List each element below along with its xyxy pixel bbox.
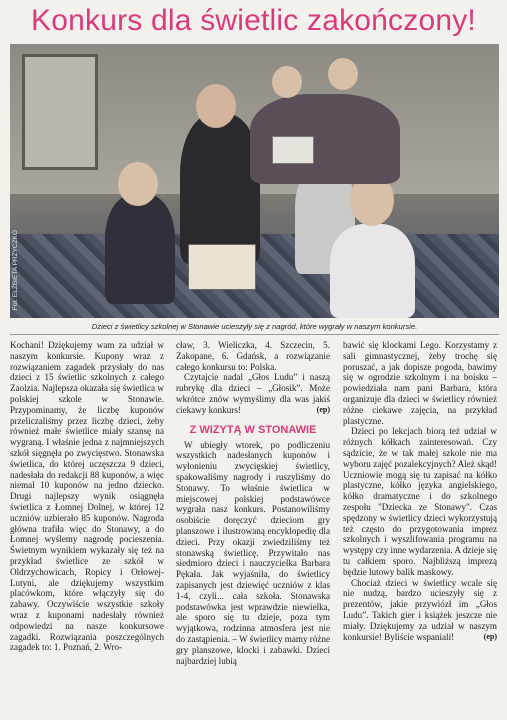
- photo-book: [272, 136, 314, 164]
- article-paragraph: [176, 372, 330, 415]
- article-column-2: [176, 340, 330, 718]
- article-column-3: [343, 340, 497, 718]
- article-text: Chociaż dzieci w świetlicy wcale się nie nudzą, bardzo ucieszyły się z prezentów, jakie przywiózł im „Głos Ludu”. Takich gier i książek jeszcze nie miały. Dziękujemy za udział w naszym konkursie! Byliście wspaniali!: [343, 577, 497, 642]
- author-signature: (ep): [316, 404, 330, 414]
- article-paragraph: Kochani! Dziękujemy wam za udział w naszym konkursie. Kupony wraz z rozwiązaniem zagadek przysłały do nas dzieci z 15 świetlic szkolnych z całego Zaolzia. Najlepsza okazała się świetlica w polskiej szkole w Stonawie. Przypominamy, że liczbę kuponów przeliczaliśmy przez liczbę dzieci, żeby również małe świetlice miały szansę na wygraną. I właśnie jedna z najmniejszych szkół sięgnęła po zwycięstwo. Stonawska świetlica, do której uczęszcza 9 dzieci, nadesłała do redakcji 88 kuponów, a więc niemal 10 kuponów na jedno dziecko. Drugi najlepszy wynik osiągnęła świetlica z Łomnej Dolnej, w której 12 uczniów uzbierało 85 kuponów. Nagroda główna trafiła więc do Stonawy, a do Łomnej wyślemy nagrodę pocieszenia. Świetnym wynikiem wykazały się też na przykład świetlice ze szkół w Oldrzychowicach, Ropicy i Orłowej-Lutyni, ale dziękujemy wszystkim placówkom, które włączyły się do zabawy. Oczywiście wszystkie szkoły wraz z kuponami nadesłały również odpowiedzi na nasze konkursowe zagadki. Rozwiązania poszczególnych zagadek to: 1. Poznań, 2. Wro-: [10, 340, 164, 653]
- divider: [10, 334, 499, 335]
- article-paragraph: [343, 578, 497, 643]
- article-paragraph: cław, 3. Wieliczka, 4. Szczecin, 5. Zakopane, 6. Gdańsk, a rozwiązanie całego konkursu to: Polska.: [176, 340, 330, 372]
- headline: Konkurs dla świetlic zakończony!: [31, 4, 476, 37]
- photo-game-box: [188, 244, 256, 290]
- article-paragraph: W ubiegły wtorek, po podliczeniu wszystkich nadesłanych kuponów i wyłonieniu zwycięskiej świetlicy, spakowaliśmy nagrody i ruszyliśmy do Stonawy. To właśnie świetlica w miejscowej polskiej podstawówce wygrała nasz konkurs. Postanowiliśmy osobiście doręczyć dzieciom gry planszowe i ilustrowaną encyklopedię dla dzieci. Przy okazji zwiedziliśmy też stonawską świetlicę. Przywitało nas siedmioro dzieci i nauczycielka Barbara Pękała. Jak wyjaśniła, do świetlicy zapisanych jest dziewięć uczniów z klas 1-4, czyli... cała szkoła. Stonawska podstawówka jest wprawdzie niewielka, ale sporo się tu dzieje, poza tym wyjątkowa, rodzinna atmosfera jest nie do zastąpienia. – W świetlicy mamy różne gry planszowe, klocki i zabawki. Dzieci najbardziej lubią: [176, 439, 330, 666]
- photo-child-back-head-2: [328, 58, 358, 90]
- article-paragraph: Dzieci po lekcjach biorą też udział w różnych kółkach zainteresowań. Czy sądzicie, że w tak małej szkole nie ma wyboru zajęć pozalekcyjnych? Ależ skąd! Uczniowie mogą się tu zapisać na kółko plastyczne, kółko języka angielskiego, kółko dramatyczne i do szkolnego zespołu "Dziecka ze Stonawy". Czas spędzony w świetlicy dzieci wykorzystują też często do przygotowania imprez szkolnych i wyszlifowania programu na występy czy inne wydarzenia. A dzieje się tu całkiem sporo. Najbliższą imprezą będzie lutowy balik maskowy.: [343, 426, 497, 577]
- section-subheading: Z WIZYTĄ W STONAWIE: [189, 423, 317, 436]
- photo-credit: Fot. ELŻBIETA PRZYCZKO: [12, 229, 19, 310]
- photo-child-right: [330, 224, 415, 318]
- photo-child-left-head: [118, 162, 158, 206]
- photo: [10, 44, 499, 318]
- photo-teacher-head: [196, 84, 236, 128]
- photo-teacher: [180, 114, 260, 264]
- article-paragraph: bawić się klockami Lego. Korzystamy z sali gimnastycznej, żeby trochę się poruszać, a jak dopisze pogoda, bawimy się w ogrodzie szkolnym i na boisku – powiedziała nam pani Barbara, która organizuje dla dzieci w świetlicy również różne ciekawe zajęcia, na przykład plastyczne.: [343, 340, 497, 426]
- photo-child-left: [105, 194, 175, 304]
- photo-window: [22, 54, 98, 170]
- article-column-1: [10, 340, 164, 718]
- photo-child-back-head-1: [272, 66, 302, 98]
- article-text: Czytajcie nadal „Głos Ludu” i naszą rubrykę dla dzieci – „Głosik”. Może wkrótce znów wymyślimy dla was jakiś ciekawy konkurs!: [176, 372, 330, 415]
- photo-caption: Dzieci z świetlicy szkolnej w Stonawie ucieszyły się z nagród, które wygrały w naszym konkursie.: [91, 322, 418, 331]
- author-signature: (ep): [483, 631, 497, 641]
